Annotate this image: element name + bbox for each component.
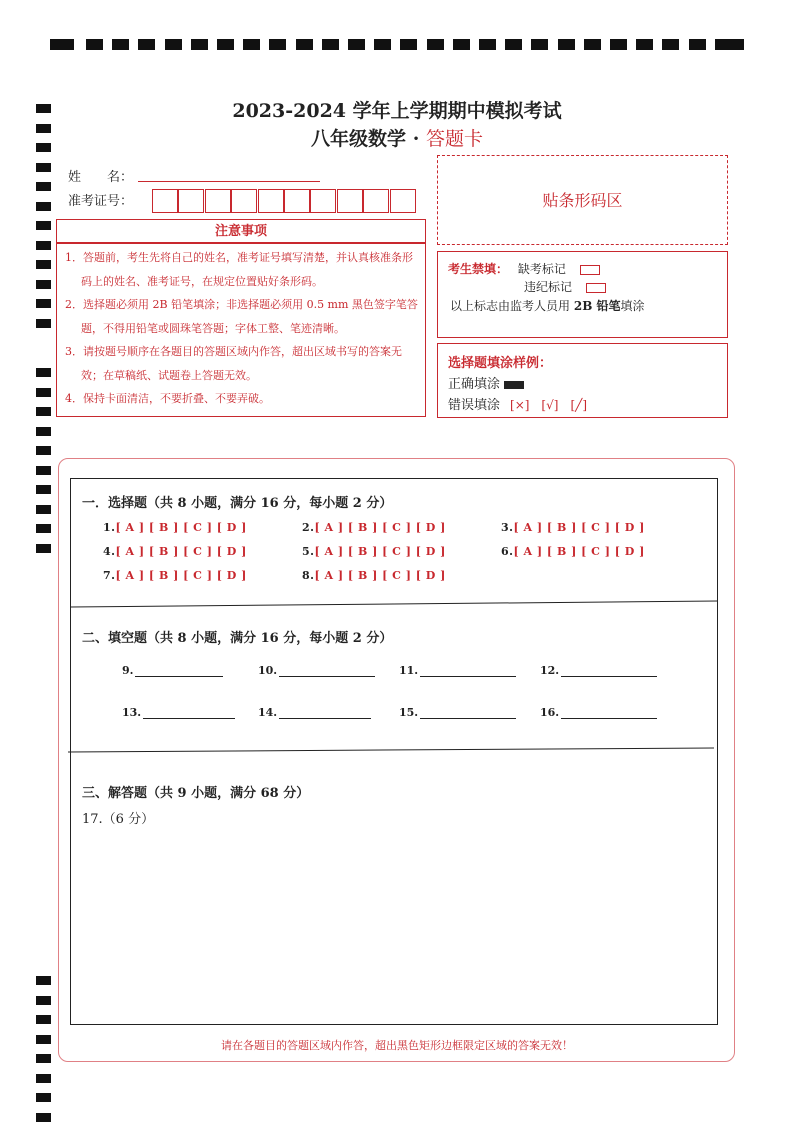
mc-question-number: 5. (302, 545, 315, 558)
mc-options[interactable]: [ A ] [ B ] [ C ] [ D ] (513, 521, 645, 534)
mc-question[interactable] (501, 545, 645, 558)
mc-question-number: 1. (103, 521, 116, 534)
blank-question (258, 664, 375, 677)
notice-title: 注意事项 (56, 219, 426, 243)
footer-warning: 请在各题目的答题区域内作答，超出黑色矩形边框限定区域的答案无效！ (221, 1039, 573, 1052)
prohibited-label: 考生禁填： (448, 262, 509, 276)
mc-question-number: 7. (103, 569, 116, 582)
mc-question[interactable] (501, 521, 645, 534)
absent-label: 缺考标记 (517, 262, 566, 276)
answer-card-label: 答题卡 (425, 128, 483, 150)
mc-question[interactable] (302, 521, 446, 534)
mc-question-number: 2. (302, 521, 315, 534)
mc-question[interactable] (302, 545, 446, 558)
mc-options[interactable]: [ A ] [ B ] [ C ] [ D ] (115, 545, 247, 558)
blank-answer-line[interactable] (561, 664, 657, 677)
barcode-area-label: 贴条形码区 (542, 191, 623, 210)
subject-label: 八年级数学 (311, 128, 407, 150)
blank-number: 10. (258, 664, 278, 677)
mc-question-number: 6. (501, 545, 514, 558)
correct-fill-label: 正确填涂 (448, 377, 501, 392)
mc-options[interactable]: [ A ] [ B ] [ C ] [ D ] (513, 545, 645, 558)
blank-question (258, 706, 371, 719)
blank-question (122, 706, 235, 719)
prohibited-note: 以上标志由监考人员用 2B 铅笔填涂 (450, 299, 645, 313)
mc-question[interactable] (103, 521, 247, 534)
notice-item: 1．答题前，考生先将自己的姓名，准考证号填写清楚，并认真核准条形码上的姓名、准考证号，在规定位置贴好条形码。 (65, 251, 413, 288)
exam-title: 2023-2024 学年上学期期中模拟考试 (232, 100, 562, 122)
blank-answer-line[interactable] (420, 664, 516, 677)
blank-number: 9. (122, 664, 134, 677)
blank-answer-line[interactable] (420, 706, 516, 719)
id-label: 准考证号： (68, 194, 134, 209)
question-17-answer-area[interactable] (82, 830, 702, 1015)
fill-example-title: 选择题填涂样例： (448, 356, 553, 371)
blank-question (399, 706, 516, 719)
mc-question[interactable] (103, 545, 247, 558)
blank-question (540, 706, 657, 719)
mc-options[interactable]: [ A ] [ B ] [ C ] [ D ] (115, 569, 247, 582)
blank-answer-line[interactable] (143, 706, 235, 719)
blank-answer-line[interactable] (279, 664, 375, 677)
section3-title: 三、解答题（共 9 小题，满分 68 分） (82, 786, 310, 801)
mc-question-number: 4. (103, 545, 116, 558)
name-label: 姓 名： (68, 170, 134, 185)
notice-item: 3．请按题号顺序在各题目的答题区域内作答，超出区域书写的答案无效；在草稿纸、试题卷上答题无效。 (65, 345, 402, 382)
mc-options[interactable]: [ A ] [ B ] [ C ] [ D ] (314, 521, 446, 534)
blank-number: 16. (540, 706, 560, 719)
blank-question (399, 664, 516, 677)
mc-options[interactable]: [ A ] [ B ] [ C ] [ D ] (314, 569, 446, 582)
blank-number: 13. (122, 706, 142, 719)
mc-question-number: 8. (302, 569, 315, 582)
blank-answer-line[interactable] (279, 706, 371, 719)
section2-title: 二、填空题（共 8 小题，满分 16 分，每小题 2 分） (82, 631, 393, 646)
mc-question[interactable] (302, 569, 446, 582)
blank-number: 12. (540, 664, 560, 677)
blank-number: 15. (399, 706, 419, 719)
notice-item: 4．保持卡面清洁，不要折叠、不要弄破。 (65, 392, 270, 405)
mc-options[interactable]: [ A ] [ B ] [ C ] [ D ] (115, 521, 247, 534)
mc-options[interactable]: [ A ] [ B ] [ C ] [ D ] (314, 545, 446, 558)
blank-answer-line[interactable] (135, 664, 223, 677)
blank-answer-line[interactable] (561, 706, 657, 719)
mc-question-number: 3. (501, 521, 514, 534)
blank-number: 11. (399, 664, 419, 677)
blank-question (540, 664, 657, 677)
violation-label: 违纪标记 (524, 280, 573, 294)
wrong-fill-label: 错误填涂 (448, 398, 501, 413)
wrong-fill-samples: [×] [√] [╱] (510, 398, 588, 412)
blank-number: 14. (258, 706, 278, 719)
mc-question[interactable] (103, 569, 247, 582)
blank-question (122, 664, 223, 677)
question-17-label: 17.（6 分） (82, 812, 155, 827)
notice-item: 2．选择题必须用 2B 铅笔填涂；非选择题必须用 0.5 mm 黑色签字笔答题，不得用铅笔或圆珠笔答题；字体工整、笔迹清晰。 (65, 298, 418, 335)
subtitle-separator: · (412, 128, 420, 150)
section1-title: 一．选择题（共 8 小题，满分 16 分，每小题 2 分） (82, 496, 393, 511)
